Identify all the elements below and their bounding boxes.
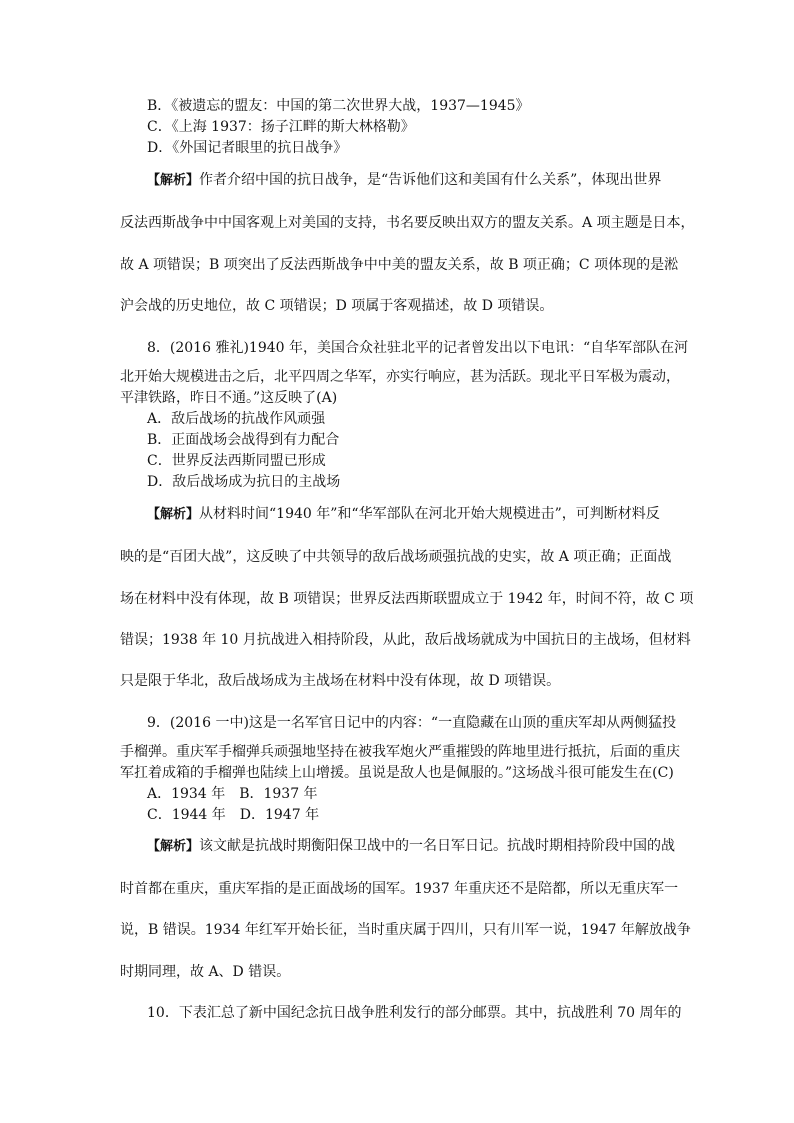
q10-stem-line: 10．下表汇总了新中国纪念抗日战争胜利发行的部分邮票。其中，抗战胜利 70 周年的 [147,1005,682,1021]
q9-analysis-line: 说，B 错误。1934 年红军开始长征，当时重庆属于四川，只有川军一说，1947 年解放战争 [120,922,691,938]
analysis-tag: 【解析】 [147,173,200,188]
q7-option-d: D．《外国记者眼里的抗日战争》 [147,140,348,156]
q9-stem-line: 9．(2016 一中)这是一名军官日记中的内容：“一直隐藏在山顶的重庆军却从两侧猛投 [147,715,677,731]
q8-option-a: A．敌后战场的抗战作风顽强 [147,411,326,427]
q9-options-row-1: A．1934 年 B．1937 年 [147,786,318,802]
analysis-tag: 【解析】 [147,839,200,854]
q8-stem-line: 平津铁路，昨日不通。”这反映了(A) [120,390,338,406]
q9-analysis-line: 时期同理，故 A、D 错误。 [120,964,291,980]
q8-option-c: C．世界反法西斯同盟已形成 [147,453,326,469]
q8-analysis-line: 错误；1938 年 10 月抗战进入相持阶段，从此，敌后战场就成为中国抗日的主战场，但材料 [120,632,691,648]
q7-analysis-line [147,170,661,191]
q7-analysis-line: 反法西斯战争中中国客观上对美国的支持，书名要反映出双方的盟友关系。A 项主题是日本， [120,215,695,231]
q8-analysis-line [147,504,660,525]
q8-analysis-text: 从材料时间“1940 年”和“华军部队在河北开始大规模进击”，可判断材料反 [199,506,660,522]
q9-stem-line: 军扛着成箱的手榴弹也陆续上山增援。虽说是敌人也是佩服的。”这场战斗很可能发生在(C) [120,765,674,781]
q8-analysis-line: 映的是“百团大战”，这反映了中共领导的敌后战场顽强抗战的史实，故 A 项正确；正面战 [120,549,672,565]
q8-analysis-line: 场在材料中没有体现，故 B 项错误；世界反法西斯联盟成立于 1942 年，时间不符，故 C 项 [120,591,694,607]
q7-analysis-line: 故 A 项错误；B 项突出了反法西斯战争中中美的盟友关系，故 B 项正确；C 项体现的是淞 [120,257,679,273]
q8-option-b: B．正面战场会战得到有力配合 [147,432,340,448]
q7-analysis-line: 沪会战的历史地位，故 C 项错误；D 项属于客观描述，故 D 项错误。 [120,298,554,314]
q9-analysis-line: 时首都在重庆，重庆军指的是正面战场的国军。1937 年重庆还不是陪都，所以无重庆军一 [120,881,679,897]
q8-analysis-line: 只是限于华北，敌后战场成为主战场在材料中没有体现，故 D 项错误。 [120,673,561,689]
q8-stem-line: 北开始大规模进击之后，北平四周之华军，亦实行响应，甚为活跃。现北平日军极为震动， [120,369,680,385]
q8-option-d: D．敌后战场成为抗日的主战场 [147,474,341,490]
q9-analysis-text: 该文献是抗战时期衡阳保卫战中的一名日军日记。抗战时期相持阶段中国的战 [199,838,676,854]
q9-stem-line: 手榴弹。重庆军手榴弹兵顽强地坚持在被我军炮火严重摧毁的阵地里进行抵抗，后面的重庆 [120,744,680,760]
analysis-tag: 【解析】 [147,507,200,522]
q9-analysis-line [147,836,675,857]
q9-options-row-2: C．1944 年 D．1947 年 [147,807,320,823]
q7-option-c: C．《上海 1937：扬子江畔的斯大林格勒》 [147,119,415,135]
q7-analysis-text: 作者介绍中国的抗日战争，是“告诉他们这和美国有什么关系”，体现出世界 [199,172,662,188]
q8-stem-line: 8．(2016 雅礼)1940 年，美国合众社驻北平的记者曾发出以下电讯：“自华军部队在河 [147,340,689,356]
q7-option-b: B．《被遗忘的盟友：中国的第二次世界大战，1937—1945》 [147,98,530,114]
